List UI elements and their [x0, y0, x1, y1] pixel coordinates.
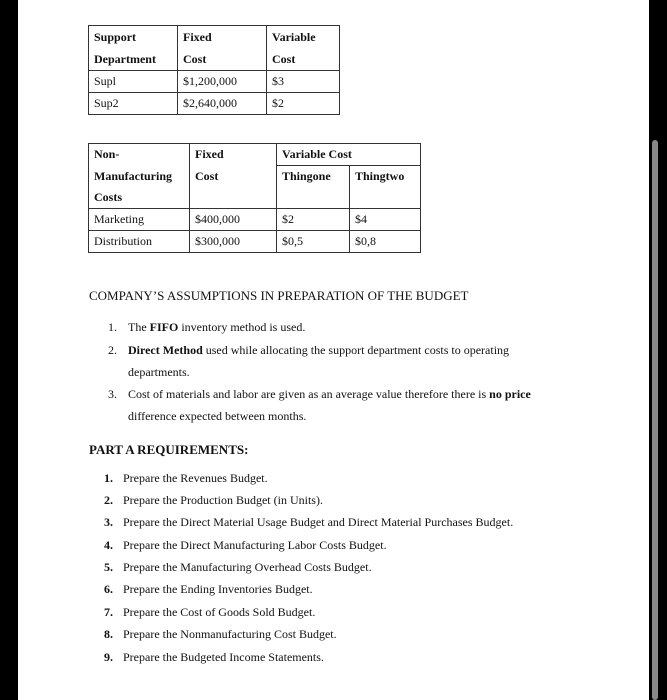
- list-item: 6. Prepare the Ending Inventories Budget.: [104, 582, 313, 596]
- list-item: 7. Prepare the Cost of Goods Sold Budget.: [104, 605, 316, 619]
- header-cell: Cost: [267, 48, 340, 71]
- document-page: [18, 0, 649, 700]
- table-cell: $4: [350, 209, 421, 231]
- table-cell: $1,200,000: [178, 71, 267, 93]
- scrollbar[interactable]: [652, 140, 658, 700]
- table-row: [89, 93, 340, 115]
- list-item: 2. Direct Method used while allocating the support department costs to operating departments.: [108, 343, 510, 379]
- table-cell: $0,5: [277, 231, 350, 253]
- requirements-heading: PART A REQUIREMENTS:: [89, 442, 249, 457]
- table-cell: Distribution: [89, 231, 190, 253]
- table-cell: $2: [267, 93, 340, 115]
- header-cell: Cost: [190, 166, 277, 188]
- table-row: [89, 231, 421, 253]
- list-item: 1. The FIFO inventory method is used.: [108, 320, 306, 334]
- header-cell-empty: [350, 187, 421, 209]
- nonmanufacturing-costs-table: [88, 143, 421, 253]
- header-cell: Thingtwo: [350, 166, 421, 188]
- header-cell: Fixed: [178, 26, 267, 49]
- assumptions-heading: COMPANY’S ASSUMPTIONS IN PREPARATION OF THE BUDGET: [89, 288, 469, 303]
- header-cell: Fixed: [190, 144, 277, 166]
- header-cell: Non-: [89, 144, 190, 166]
- list-item: 3. Prepare the Direct Material Usage Budget and Direct Material Purchases Budget.: [104, 515, 514, 529]
- header-cell: Manufacturing: [89, 166, 190, 188]
- table-cell: $0,8: [350, 231, 421, 253]
- table-cell: Marketing: [89, 209, 190, 231]
- table-cell: Sup2: [89, 93, 178, 115]
- table-cell: Supl: [89, 71, 178, 93]
- header-cell-variable-cost: Variable Cost: [277, 144, 421, 166]
- header-cell: Variable: [267, 26, 340, 49]
- table-cell: $2: [277, 209, 350, 231]
- list-item: 3. Cost of materials and labor are given as an average value therefore there is no price difference expected between months.: [108, 387, 531, 423]
- table-cell: $3: [267, 71, 340, 93]
- header-cell: Thingone: [277, 166, 350, 188]
- header-cell: Department: [89, 48, 178, 71]
- table-row: [89, 209, 421, 231]
- table-cell: $300,000: [190, 231, 277, 253]
- header-cell: Cost: [178, 48, 267, 71]
- list-item: 1. Prepare the Revenues Budget.: [104, 471, 268, 485]
- support-department-table: [88, 25, 340, 115]
- list-item: 5. Prepare the Manufacturing Overhead Costs Budget.: [104, 560, 372, 574]
- header-cell: Support: [89, 26, 178, 49]
- list-item: 4. Prepare the Direct Manufacturing Labor Costs Budget.: [104, 538, 387, 552]
- table-row: [89, 71, 340, 93]
- header-cell-empty: [190, 187, 277, 209]
- table-cell: $400,000: [190, 209, 277, 231]
- list-item: 8. Prepare the Nonmanufacturing Cost Budget.: [104, 627, 337, 641]
- header-cell-empty: [277, 187, 350, 209]
- header-cell: Costs: [89, 187, 190, 209]
- table-cell: $2,640,000: [178, 93, 267, 115]
- list-item: 9. Prepare the Budgeted Income Statements.: [104, 650, 324, 664]
- list-item: 2. Prepare the Production Budget (in Units).: [104, 493, 323, 507]
